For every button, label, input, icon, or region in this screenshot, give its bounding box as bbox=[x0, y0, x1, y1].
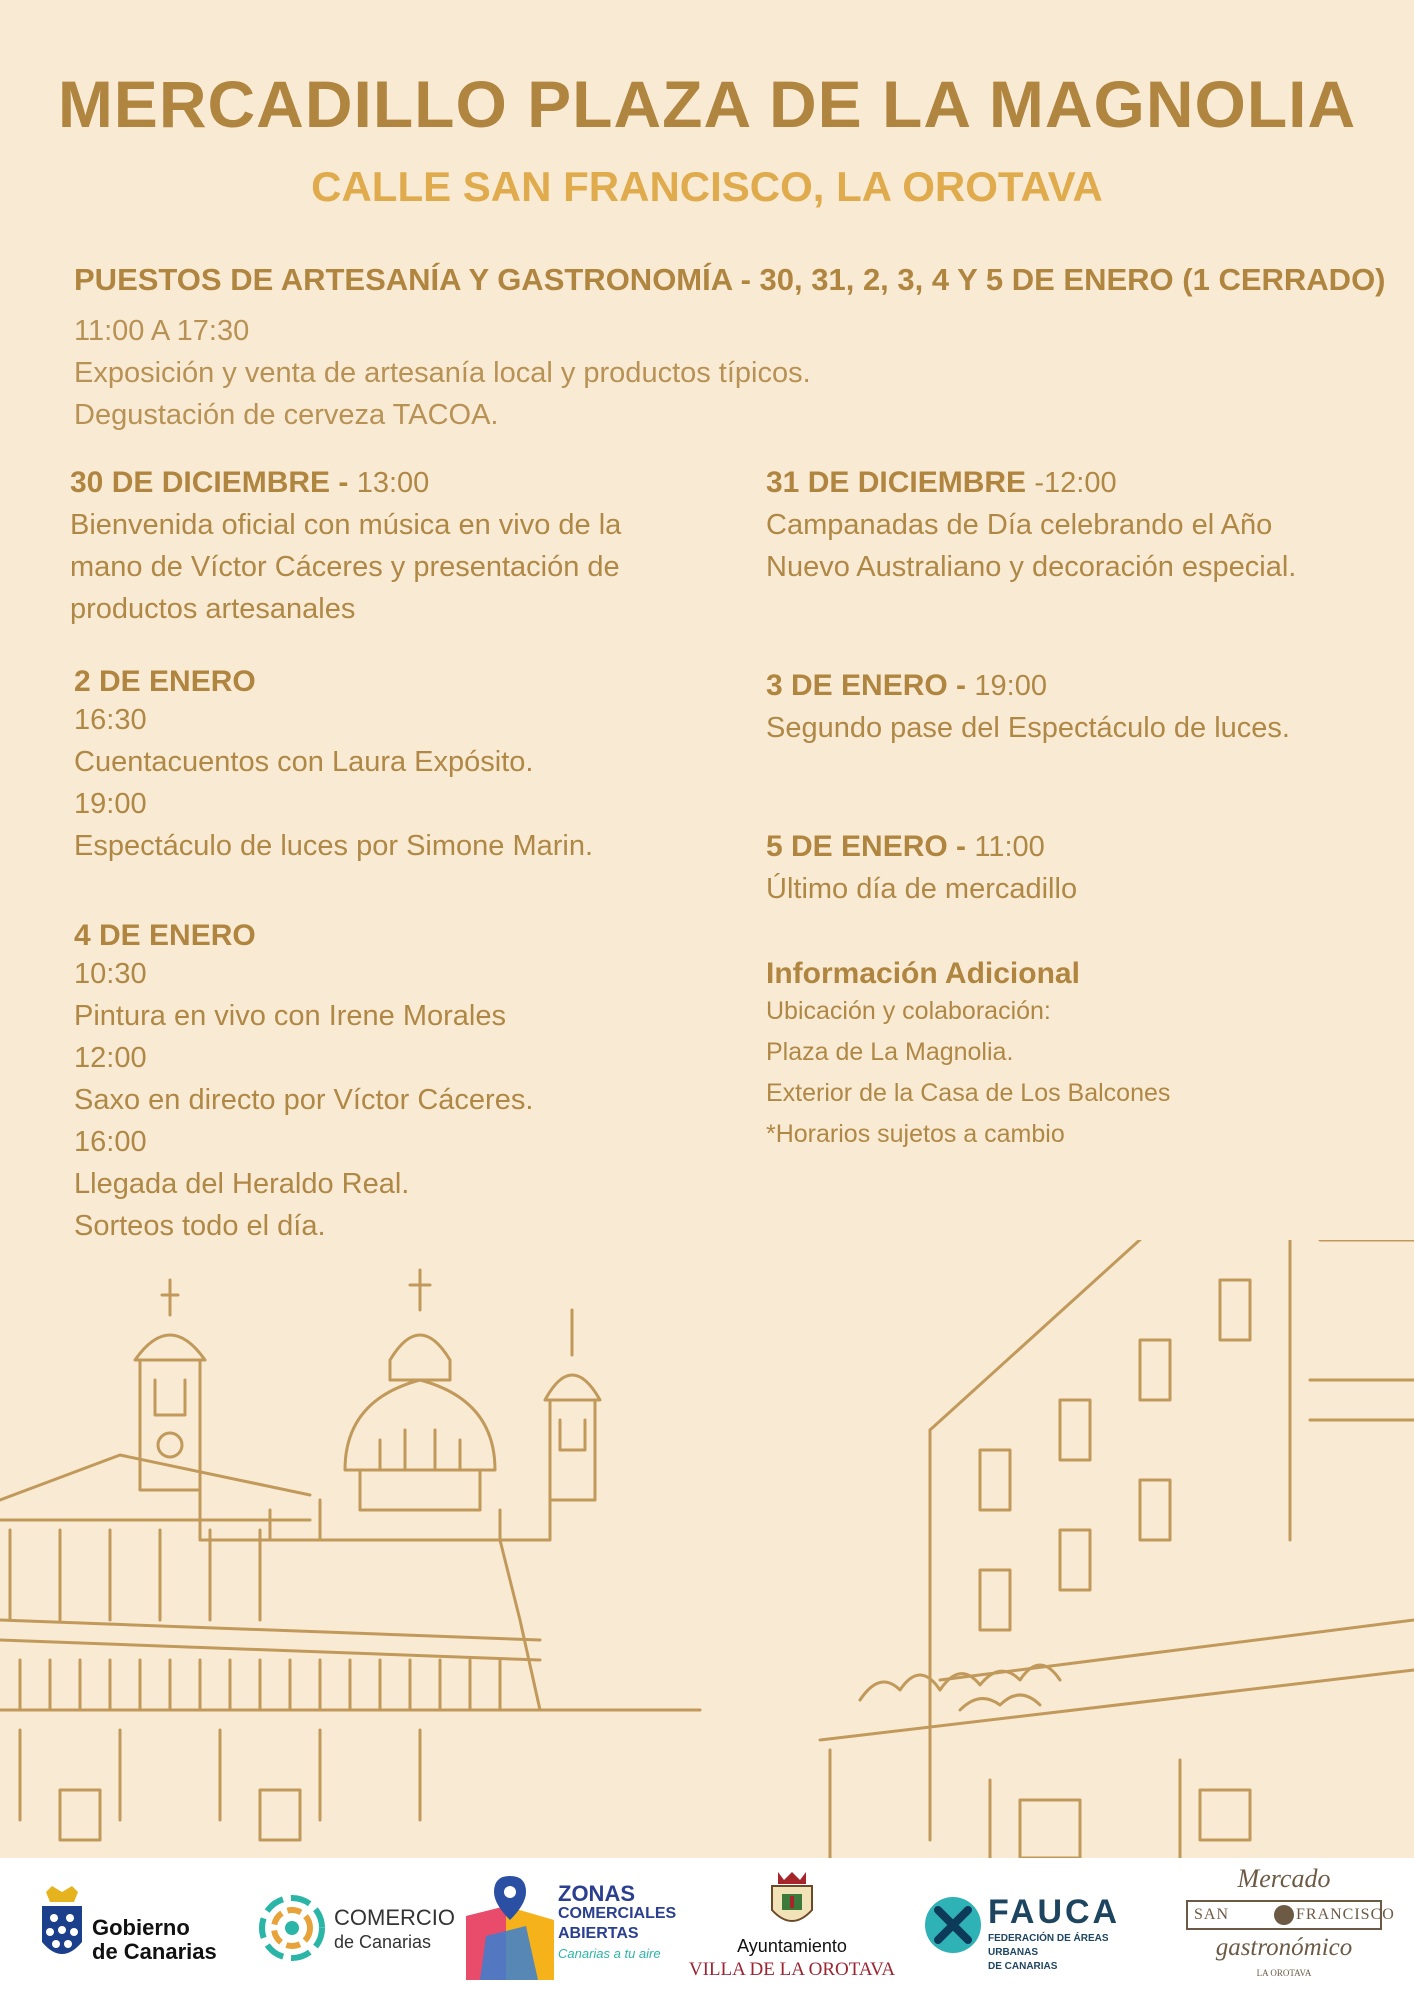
event-line: Campanadas de Día celebrando el Año bbox=[766, 509, 1273, 541]
event-line: Segundo pase del Espectáculo de luces. bbox=[766, 712, 1290, 744]
gobierno-shield-icon bbox=[38, 1886, 86, 1968]
info-line: Ubicación y colaboración: bbox=[766, 997, 1051, 1025]
fauca-x-icon bbox=[924, 1896, 982, 1954]
fauca-line: FEDERACIÓN DE ÁREAS URBANAS bbox=[988, 1933, 1109, 1958]
puestos-body bbox=[74, 310, 811, 436]
event-line: 12:00 bbox=[74, 1042, 147, 1074]
event-date: 2 DE ENERO bbox=[74, 665, 256, 698]
event-time: 11:00 bbox=[974, 831, 1045, 863]
fauca-line: FAUCA bbox=[988, 1893, 1121, 1931]
zonas-line: COMERCIALES bbox=[558, 1905, 677, 1922]
ayuntamiento-line: VILLA DE LA OROTAVA bbox=[688, 1959, 896, 1980]
event-line: 10:30 bbox=[74, 958, 147, 990]
comercio-line: COMERCIO bbox=[334, 1905, 455, 1930]
page-title: MERCADILLO PLAZA DE LA MAGNOLIA bbox=[57, 67, 1357, 141]
event-date: 4 DE ENERO bbox=[74, 919, 256, 952]
event-line: 16:30 bbox=[74, 704, 147, 736]
event-date: 3 DE ENERO - bbox=[766, 669, 975, 702]
logo-ayuntamiento-orotava bbox=[682, 1870, 902, 1990]
event-line: 16:00 bbox=[74, 1126, 147, 1158]
fauca-line: DE CANARIAS bbox=[988, 1961, 1058, 1972]
logo-gobierno-canarias bbox=[38, 1886, 238, 1976]
info-line: Exterior de la Casa de Los Balcones bbox=[766, 1079, 1171, 1107]
event-date: 30 DE DICIEMBRE - bbox=[70, 466, 357, 499]
mercado-line: gastronómico bbox=[1215, 1934, 1353, 1961]
zonas-map-pin-icon bbox=[466, 1876, 554, 1980]
event-line: Nuevo Australiano y decoración especial. bbox=[766, 551, 1297, 583]
event-time: 13:00 bbox=[356, 467, 430, 499]
info-line: Plaza de La Magnolia. bbox=[766, 1038, 1014, 1066]
event-line: 19:00 bbox=[74, 788, 147, 820]
logo-fauca bbox=[924, 1892, 1154, 1972]
town-sketch-illustration bbox=[0, 1240, 1414, 1858]
info-heading: Información Adicional bbox=[766, 957, 1080, 990]
event-line: Sorteos todo el día. bbox=[74, 1210, 326, 1242]
logo-comercio-canarias bbox=[256, 1892, 456, 1972]
event-3-enero bbox=[766, 665, 1290, 749]
event-line: productos artesanales bbox=[70, 593, 356, 625]
right-building-sketch bbox=[820, 1240, 1414, 1858]
sponsor-footer bbox=[0, 1858, 1414, 2000]
puestos-line: Exposición y venta de artesanía local y productos típicos. bbox=[74, 357, 811, 389]
mercado-line: LA OROTAVA bbox=[1256, 1968, 1312, 1978]
event-line: Cuentacuentos con Laura Expósito. bbox=[74, 746, 534, 778]
info-adicional bbox=[766, 957, 1170, 1155]
puestos-heading: PUESTOS DE ARTESANÍA Y GASTRONOMÍA - 30, 31, 2, 3, 4 Y 5 DE ENERO (1 CERRADO) bbox=[74, 262, 1386, 297]
event-time: 19:00 bbox=[974, 670, 1047, 702]
event-line: Pintura en vivo con Irene Morales bbox=[74, 1000, 506, 1032]
event-line: Espectáculo de luces por Simone Marin. bbox=[74, 830, 594, 862]
zonas-line: Canarias a tu aire bbox=[558, 1946, 661, 1961]
event-31-diciembre bbox=[766, 462, 1296, 588]
event-line: mano de Víctor Cáceres y presentación de bbox=[70, 551, 620, 583]
puestos-hours: 11:00 A 17:30 bbox=[74, 315, 250, 347]
event-line: Bienvenida oficial con música en vivo de la bbox=[70, 509, 622, 541]
gobierno-line: Gobierno bbox=[92, 1915, 190, 1940]
page-subtitle: CALLE SAN FRANCISCO, LA OROTAVA bbox=[311, 163, 1103, 210]
mercado-frame bbox=[1186, 1900, 1395, 1930]
comercio-line: de Canarias bbox=[334, 1932, 432, 1952]
gobierno-line: de Canarias bbox=[92, 1939, 217, 1964]
event-5-enero bbox=[766, 826, 1077, 910]
event-4-enero bbox=[74, 919, 533, 1247]
mercado-line: FRANCISCO bbox=[1296, 1906, 1395, 1923]
event-date: 31 DE DICIEMBRE bbox=[766, 466, 1035, 499]
mercado-tree-icon bbox=[1274, 1905, 1294, 1925]
balcony-building-sketch bbox=[0, 1455, 700, 1840]
puestos-line: Degustación de cerveza TACOA. bbox=[74, 399, 499, 431]
info-line: *Horarios sujetos a cambio bbox=[766, 1120, 1065, 1148]
event-2-enero bbox=[74, 665, 593, 867]
event-line: Llegada del Heraldo Real. bbox=[74, 1168, 410, 1200]
church-sketch bbox=[135, 1270, 600, 1710]
comercio-rings-icon bbox=[256, 1892, 328, 1964]
logo-mercado-san-francisco bbox=[1186, 1864, 1395, 1994]
event-30-diciembre bbox=[70, 462, 621, 630]
logo-zonas-comerciales-abiertas bbox=[466, 1876, 677, 1986]
mercado-line: SAN bbox=[1194, 1906, 1230, 1923]
ayuntamiento-crest-icon bbox=[762, 1870, 822, 1930]
zonas-line: ZONAS bbox=[558, 1881, 635, 1906]
event-date: 5 DE ENERO - bbox=[766, 830, 975, 863]
ayuntamiento-line: Ayuntamiento bbox=[737, 1936, 847, 1956]
event-line: Saxo en directo por Víctor Cáceres. bbox=[74, 1084, 534, 1116]
mercado-line: Mercado bbox=[1237, 1864, 1331, 1893]
event-time: -12:00 bbox=[1034, 467, 1117, 499]
zonas-line: ABIERTAS bbox=[558, 1925, 639, 1942]
event-line: Último día de mercadillo bbox=[766, 873, 1078, 905]
